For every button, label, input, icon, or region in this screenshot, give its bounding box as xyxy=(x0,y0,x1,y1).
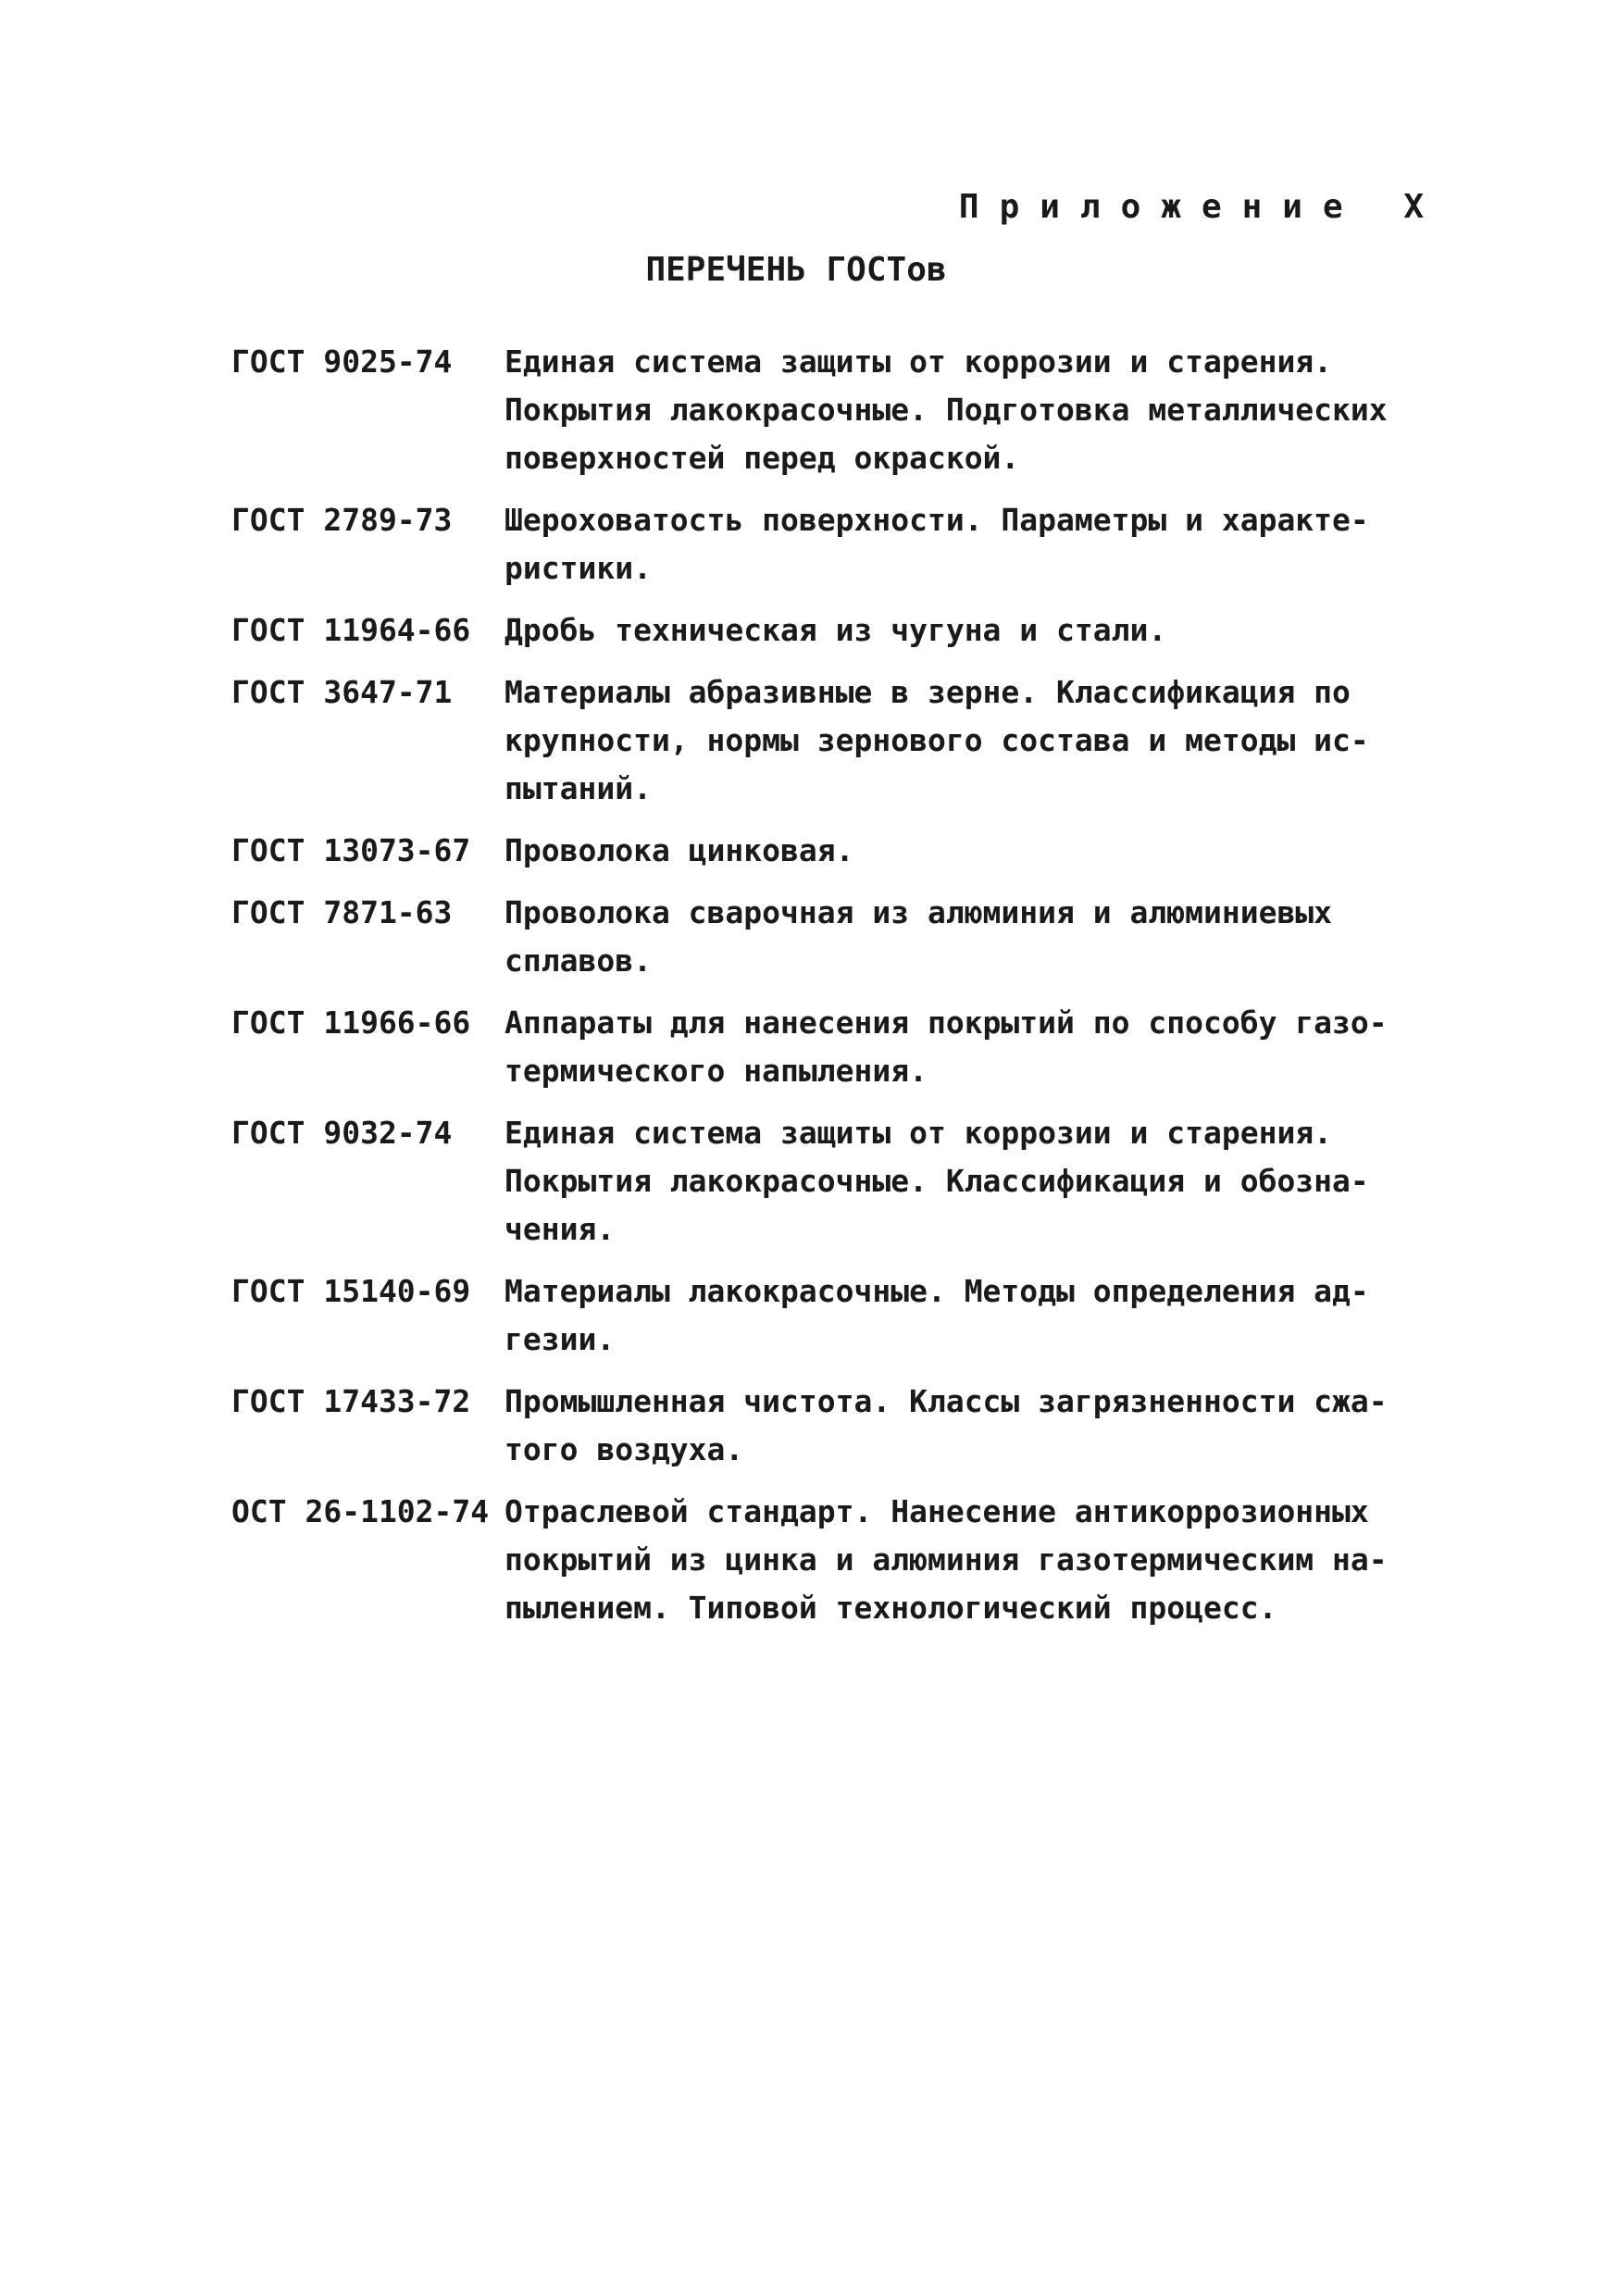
standard-entry xyxy=(231,889,1463,985)
standard-description xyxy=(504,999,1463,1095)
standard-description xyxy=(504,668,1463,813)
description-line: крупности, нормы зернового состава и методы ис- xyxy=(504,722,1369,758)
standard-entry xyxy=(231,999,1463,1095)
standard-entry xyxy=(231,606,1463,655)
description-line: чения. xyxy=(504,1211,616,1247)
description-line: гезии. xyxy=(504,1321,616,1357)
description-line: Покрытия лакокрасочные. Классификация и обозна- xyxy=(504,1163,1369,1199)
standard-code: ГОСТ 9032-74 xyxy=(231,1115,453,1151)
description-line: Единая система защиты от коррозии и старения. xyxy=(504,343,1333,380)
standard-code: ГОСТ 11966-66 xyxy=(231,1004,471,1041)
standard-code: ГОСТ 11964-66 xyxy=(231,612,471,648)
description-line: покрытий из цинка и алюминия газотермическим на- xyxy=(504,1541,1388,1578)
standard-entry xyxy=(231,1109,1463,1254)
standard-entry xyxy=(231,496,1463,593)
standards-list xyxy=(231,338,1463,1646)
standard-entry xyxy=(231,1488,1463,1632)
description-line: Шероховатость поверхности. Параметры и характе- xyxy=(504,502,1369,538)
standard-description xyxy=(504,889,1463,985)
standard-code: ГОСТ 13073-67 xyxy=(231,832,471,868)
description-line: Промышленная чистота. Классы загрязненности сжа- xyxy=(504,1383,1388,1419)
standard-description xyxy=(504,1267,1463,1364)
standard-description xyxy=(504,1109,1463,1254)
description-line: Единая система защиты от коррозии и старения. xyxy=(504,1115,1333,1151)
standard-code: ОСТ 26-1102-74 xyxy=(231,1493,490,1529)
description-line: Материалы абразивные в зерне. Классификация по xyxy=(504,674,1351,710)
description-line: пытаний. xyxy=(504,770,652,806)
description-line: Проволока сварочная из алюминия и алюминиевых xyxy=(504,894,1333,930)
standard-code: ГОСТ 15140-69 xyxy=(231,1273,471,1309)
standard-description xyxy=(504,338,1463,482)
description-line: Материалы лакокрасочные. Методы определения ад- xyxy=(504,1273,1369,1309)
standard-code: ГОСТ 7871-63 xyxy=(231,894,453,930)
standard-description xyxy=(504,496,1463,593)
standard-code: ГОСТ 2789-73 xyxy=(231,502,453,538)
standard-code: ГОСТ 17433-72 xyxy=(231,1383,471,1419)
appendix-label: Приложение X xyxy=(958,188,1444,226)
description-line: Аппараты для нанесения покрытий по способу газо- xyxy=(504,1004,1388,1041)
standard-code: ГОСТ 9025-74 xyxy=(231,343,453,380)
description-line: поверхностей перед окраской. xyxy=(504,440,1020,476)
standard-description xyxy=(504,1488,1463,1632)
description-line: того воздуха. xyxy=(504,1431,744,1467)
description-line: Проволока цинковая. xyxy=(504,832,854,868)
description-line: Дробь техническая из чугуна и стали. xyxy=(504,612,1167,648)
description-line: ристики. xyxy=(504,550,652,586)
description-line: сплавов. xyxy=(504,942,652,979)
standard-entry xyxy=(231,827,1463,875)
description-line: термического напыления. xyxy=(504,1053,928,1089)
standard-description xyxy=(504,1378,1463,1474)
description-line: Отраслевой стандарт. Нанесение антикоррозионных xyxy=(504,1493,1369,1529)
page-title: ПЕРЕЧЕНЬ ГОСТов xyxy=(645,251,947,289)
standard-entry xyxy=(231,1267,1463,1364)
standard-code: ГОСТ 3647-71 xyxy=(231,674,453,710)
description-line: пылением. Типовой технологический процесс. xyxy=(504,1590,1277,1626)
standard-entry xyxy=(231,338,1463,482)
standard-entry xyxy=(231,1378,1463,1474)
standard-description xyxy=(504,606,1463,655)
standard-description xyxy=(504,827,1463,875)
description-line: Покрытия лакокрасочные. Подготовка металлических xyxy=(504,392,1388,428)
standard-entry xyxy=(231,668,1463,813)
